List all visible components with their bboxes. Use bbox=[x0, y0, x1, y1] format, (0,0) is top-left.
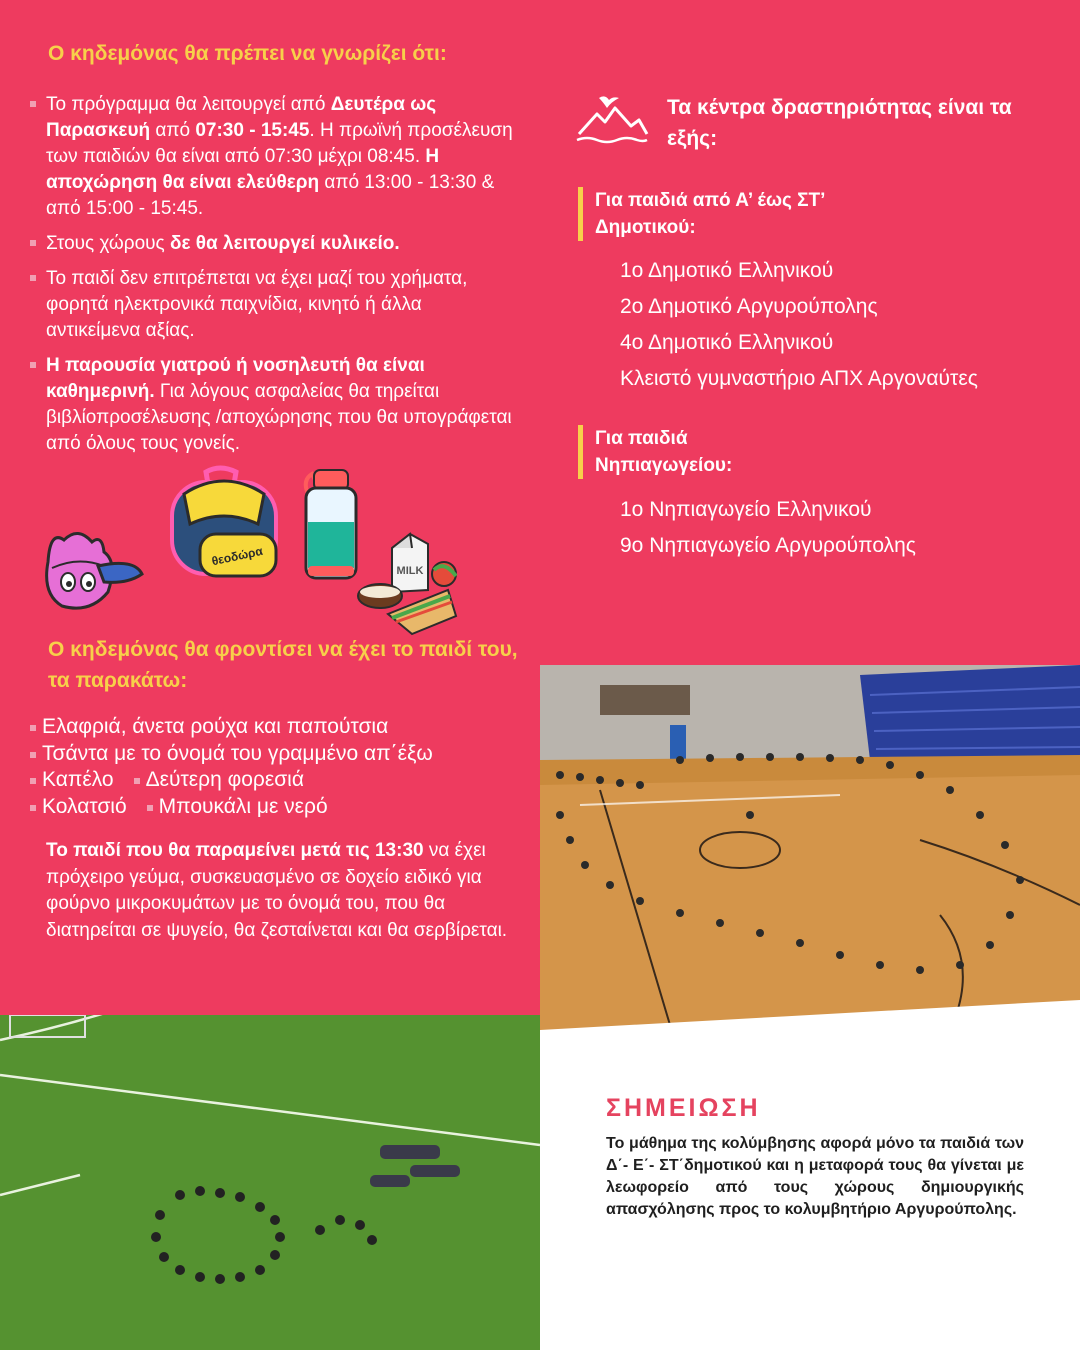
group2-title: Για παιδιά Νηπιαγωγείου: bbox=[595, 428, 733, 476]
bold-text: 07:30 - 15:45 bbox=[195, 120, 310, 141]
water-bottle-icon bbox=[298, 468, 360, 582]
text: Το παιδί δεν επιτρέπεται να έχει μαζί του χρήματα, φορητά ηλεκτρονικά παιχνίδια, κινητό ή άλλα αντικείμενα αξίας. bbox=[46, 268, 468, 341]
backpack-name-text: θεοδώρα bbox=[210, 543, 264, 569]
guardian-info-title: Ο κηδεμόνας θα πρέπει να γνωρίζει ότι: bbox=[48, 42, 447, 65]
list-item bbox=[28, 353, 518, 457]
list-item: Δεύτερη φορεσιά bbox=[132, 767, 304, 794]
list-item: Μπουκάλι με νερό bbox=[145, 794, 328, 821]
list-item bbox=[28, 92, 518, 222]
guardian-care-list bbox=[28, 714, 528, 820]
list-item: Ελαφριά, άνετα ρούχα και παπούτσια bbox=[28, 714, 388, 741]
text: Για λόγους ασφαλείας θα τηρείται βιβλίοπροσέλευσης /αποχώρησης που θα υπογράφεται από όλους τους γονείς. bbox=[46, 381, 512, 454]
note-title: ΣΗΜΕΙΩΣΗ bbox=[606, 1094, 761, 1122]
yellow-bar bbox=[578, 187, 583, 241]
list-item: Κλειστό γυμναστήριο ΑΠΧ Αργοναύτες bbox=[620, 367, 978, 390]
note-text: Το μάθημα της κολύμβησης αφορά μόνο τα παιδιά των Δ΄- Ε΄- ΣΤ΄δημοτικού και η μεταφορά τους θα γίνεται με λεωφορείο από τους χώρους δημιουργικής απασχόλησης προς το κολυμβητήριο Αργυρούπολης. bbox=[606, 1135, 1024, 1218]
text: Το πρόγραμμα θα λειτουργεί από bbox=[46, 94, 331, 115]
text: να έχει πρόχειρο γεύμα, συσκευασμένο σε δοχείο ειδικό για φούρνο μικροκυμάτων με το όνομά του, που θα διατηρείται σε ψυγείο, θα ζεσταίνεται και θα σερβίρεται. bbox=[46, 840, 508, 941]
text: Στους χώρους bbox=[46, 233, 170, 254]
grass-field-photo bbox=[0, 1015, 540, 1350]
white-slant bbox=[540, 1000, 1080, 1040]
text: . Η πρωϊνή προσέλευση των παιδιών θα είναι από 07:30 μέχρι 08:45. bbox=[46, 120, 513, 167]
group1-title: Για παιδιά από Α’ έως ΣΤ’ Δημοτικού: bbox=[595, 190, 825, 238]
bold-text: δε θα λειτουργεί κυλικείο. bbox=[169, 233, 400, 254]
milk-label-text: MILK bbox=[396, 565, 424, 577]
list-item: 2ο Δημοτικό Αργυρούπολης bbox=[620, 295, 878, 318]
list-item bbox=[28, 231, 518, 257]
list-item: 1ο Δημοτικό Ελληνικού bbox=[620, 259, 834, 282]
guardian-info-list bbox=[28, 92, 518, 466]
group1-locations bbox=[620, 253, 978, 397]
centers-header bbox=[575, 92, 1017, 154]
lunch-note bbox=[46, 838, 526, 944]
list-item: 4ο Δημοτικό Ελληνικού bbox=[620, 331, 834, 354]
bold-text: Η αποχώρηση θα είναι ελεύθερη bbox=[46, 146, 440, 193]
text: από bbox=[150, 120, 196, 141]
yellow-bar bbox=[578, 425, 583, 479]
list-item: Κολατσιό bbox=[28, 794, 127, 821]
list-item: Καπέλο bbox=[28, 767, 114, 794]
centers-title: Τα κέντρα δραστηριότητας είναι τα εξής: bbox=[667, 96, 1012, 150]
list-item: 9ο Νηπιαγωγείο Αργυρούπολης bbox=[620, 534, 916, 557]
indoor-gym-photo bbox=[540, 665, 1080, 1030]
group2-locations bbox=[620, 492, 916, 564]
backpack-icon bbox=[160, 464, 288, 580]
cat-cap-icon bbox=[38, 522, 146, 614]
list-item: 1ο Νηπιαγωγείο Ελληνικού bbox=[620, 498, 872, 521]
bold-text: Το παιδί που θα παραμείνει μετά τις 13:30 bbox=[46, 840, 424, 861]
text: από 13:00 - 13:30 & από 15:00 - 15:45. bbox=[46, 172, 495, 219]
mountain-bird-logo-icon bbox=[575, 92, 649, 148]
sandwich-milk-icon bbox=[352, 530, 464, 638]
bold-text: Δευτέρα ως Παρασκευή bbox=[46, 94, 437, 141]
bold-text: Η παρουσία γιατρού ή νοσηλευτή θα είναι καθημερινή. bbox=[46, 355, 425, 402]
group2-header bbox=[578, 425, 795, 479]
group1-header bbox=[578, 187, 835, 241]
guardian-care-title: Ο κηδεμόνας θα φροντίσει να έχει το παιδί του, τα παρακάτω: bbox=[48, 638, 518, 692]
list-item bbox=[28, 266, 518, 344]
list-item: Τσάντα με το όνομά του γραμμένο απ΄έξω bbox=[28, 741, 433, 768]
